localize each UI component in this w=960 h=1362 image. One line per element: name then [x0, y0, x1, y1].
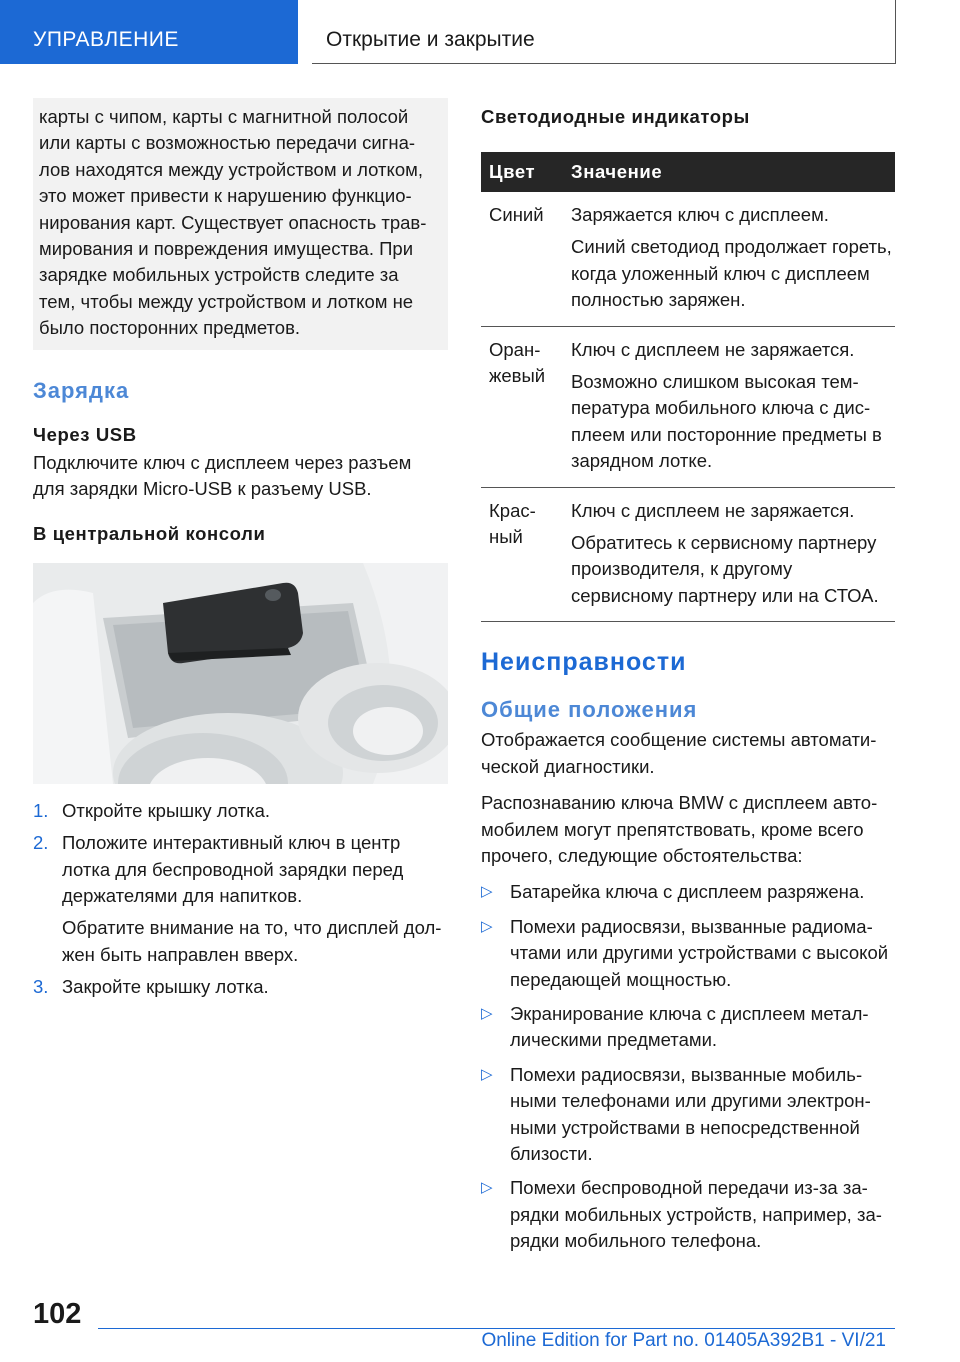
step-number: 3. — [33, 976, 49, 998]
page-number: 102 — [33, 1298, 82, 1330]
table-cell-color: Красный — [481, 487, 563, 622]
list-item — [481, 914, 895, 993]
recognition-text: Распознаванию ключа BMW с дисплеем автомобилем могут препятствовать, кроме всего прочего, следующие обстоятельства: — [481, 792, 878, 866]
console-tray-photo — [33, 563, 448, 784]
step-note: Обратите внимание на то, что дисплей должен быть направлен вверх. — [62, 917, 442, 965]
triangle-bullet-icon: ▷ — [481, 1065, 493, 1083]
list-item — [481, 1001, 895, 1054]
step-number: 2. — [33, 832, 49, 854]
triangle-bullet-icon: ▷ — [481, 1179, 493, 1197]
list-item — [481, 1175, 895, 1254]
table-row — [481, 487, 895, 622]
table-row — [481, 326, 895, 487]
list-item — [481, 879, 895, 905]
charging-heading: Зарядка — [33, 378, 130, 403]
faults-heading: Неисправности — [481, 648, 687, 677]
step-text: Откройте крышку лотка. — [62, 799, 271, 821]
list-item — [481, 1062, 895, 1168]
general-heading: Общие положения — [481, 697, 698, 723]
steps-list — [33, 798, 448, 1001]
chapter-title-box — [312, 0, 896, 64]
console-tray-illustration — [33, 563, 448, 784]
step-item — [33, 830, 448, 909]
usb-heading: Через USB — [33, 424, 137, 445]
console-heading: В центральной консоли — [33, 522, 266, 544]
meaning-line: Возможно слишком высокая температура мобильного ключа с дисплеем или посторонние предметы в зарядном лотке. — [571, 371, 882, 472]
chapter-title: Открытие и закрытие — [326, 28, 535, 51]
list-item-text: Помехи беспроводной передачи из-за зарядки мобильных устройств, например, зарядки мобильного телефона. — [510, 1177, 882, 1252]
meaning-line: Ключ с дисплеем не заряжается. — [571, 499, 855, 521]
footer-divider — [98, 1328, 895, 1329]
list-item-text: Экранирование ключа с дисплеем металлическими предметами. — [510, 1002, 869, 1051]
table-cell-color: Оранжевый — [481, 326, 563, 487]
warning-text: карты с чипом, карты с магнитной полосой или карты с возможностью передачи сигналов находятся между устройством и лотком, это может привести к нарушению функционирования карт. Существует опасность травмирования и повреждения имущества. При зарядке мобильных устройств следите за тем, чтобы между устройством и лотком не было посторонних предметов. — [39, 106, 427, 339]
table-cell-meaning — [563, 192, 895, 326]
meaning-line: Заряжается ключ с дисплеем. — [571, 204, 829, 225]
warning-box — [33, 98, 448, 350]
table-header-color: Цвет — [481, 152, 563, 192]
usb-text: Подключите ключ с дисплеем через разъем для зарядки Micro-USB к разъему USB. — [33, 452, 412, 500]
led-heading: Светодиодные индикаторы — [481, 106, 750, 127]
step-text: Положите интерактивный ключ в центр лотка для беспроводной зарядки перед держателями для напитков. — [62, 832, 404, 907]
table-header-meaning: Значение — [563, 152, 895, 192]
step-item — [33, 798, 448, 824]
meaning-line: Синий светодиод продолжает гореть, когда уложенный ключ с дисплеем полностью заряжен. — [571, 236, 892, 311]
triangle-bullet-icon: ▷ — [481, 883, 493, 901]
section-tab — [0, 0, 298, 64]
list-item-text: Помехи радиосвязи, вызванные мобильными телефонами или другими электронными устройствами в непосредственной близости. — [510, 1063, 871, 1164]
step-number: 1. — [33, 799, 49, 821]
table-cell-color: Синий — [481, 192, 563, 326]
step-item — [33, 974, 448, 1000]
bullet-list — [481, 879, 895, 1254]
left-column — [33, 98, 448, 1007]
triangle-bullet-icon: ▷ — [481, 1004, 493, 1022]
led-table — [481, 152, 895, 622]
section-title: УПРАВЛЕНИЕ — [33, 28, 179, 51]
table-cell-meaning — [563, 326, 895, 487]
list-item-text: Помехи радиосвязи, вызванные радиомачтами или другими устройствами с высокой передающей мощностью. — [510, 915, 889, 990]
general-text: Отображается сообщение системы автоматической диагностики. — [481, 729, 877, 777]
meaning-line: Ключ с дисплеем не заряжается. — [571, 338, 855, 360]
table-header-row — [481, 152, 895, 192]
right-column — [481, 98, 895, 1263]
triangle-bullet-icon: ▷ — [481, 917, 493, 935]
step-text: Закройте крышку лотка. — [62, 976, 269, 998]
table-cell-meaning — [563, 487, 895, 622]
table-row — [481, 192, 895, 326]
meaning-line: Обратитесь к сервисному партнеру производителя, к другому сервисному партнеру или на СТОА. — [571, 532, 879, 606]
edition-text: Online Edition for Part no. 01405A392B1 - VI/21 — [481, 1330, 886, 1351]
list-item-text: Батарейка ключа с дисплеем разряжена. — [510, 881, 865, 903]
